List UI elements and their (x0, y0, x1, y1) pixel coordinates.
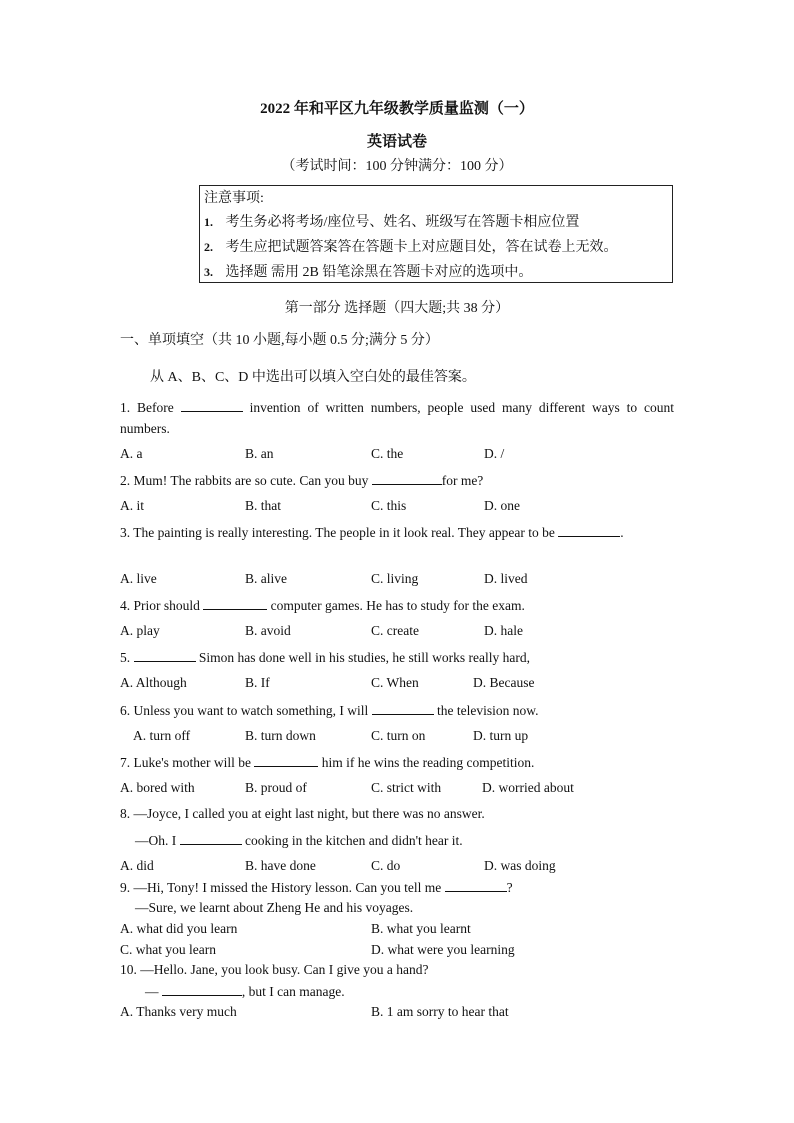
option-d: D. worried about (482, 780, 574, 795)
question-text: 5. (120, 650, 131, 665)
question-3 (120, 522, 674, 543)
option-a: A. live (120, 571, 157, 586)
question-text: , but I can manage. (241, 984, 345, 999)
option-b: B. an (245, 446, 274, 461)
option-c: C. strict with (371, 780, 442, 795)
question-9 (120, 879, 513, 896)
notice-heading: 注意事项: (204, 191, 264, 206)
option-c: C. turn on (371, 728, 426, 743)
option-d: D. was doing (484, 858, 556, 873)
notice-item-number: 2. (204, 240, 213, 254)
option-a: A. a (120, 446, 143, 461)
notice-item-text: 考生务必将考场/座位号、姓名、班级写在答题卡相应位置 (225, 215, 580, 230)
option-c: C. create (371, 623, 419, 638)
answer-blank (254, 754, 318, 767)
question-8-reply (135, 832, 463, 849)
question-text: 4. Prior should (120, 598, 200, 613)
question-text: 7. Luke's mother will be (120, 755, 252, 770)
option-b: B. alive (245, 571, 287, 586)
notice-item-number: 3. (204, 265, 213, 279)
option-d: D. what were you learning (371, 942, 515, 957)
option-a: A. Thanks very much (120, 1004, 237, 1019)
option-c: C. what you learn (120, 942, 216, 957)
option-c: C. this (371, 498, 407, 513)
option-d: D. Because (473, 675, 535, 690)
option-b: B. avoid (245, 623, 291, 638)
option-b: B. If (245, 675, 270, 690)
option-b: B. proud of (245, 780, 307, 795)
answer-blank (181, 399, 243, 412)
notice-item-number: 1. (204, 215, 213, 229)
question-1 (120, 397, 674, 439)
notice-item (204, 235, 668, 260)
question-text: 2. Mum! The rabbits are so cute. Can you buy (120, 473, 369, 488)
answer-blank (372, 702, 434, 715)
option-d: D. one (484, 498, 520, 513)
question-2 (120, 472, 483, 489)
notice-box (199, 185, 673, 283)
option-a: A. it (120, 498, 145, 513)
exam-title: 2022 年和平区九年级教学质量监测（一） (260, 101, 534, 117)
option-c: C. When (371, 675, 419, 690)
option-c: C. living (371, 571, 419, 586)
option-d: D. turn up (473, 728, 529, 743)
option-c: C. the (371, 446, 404, 461)
option-a: A. Although (120, 675, 187, 690)
question-text: 9. —Hi, Tony! I missed the History lesson. Can you tell me (120, 880, 442, 895)
question-text: cooking in the kitchen and didn't hear it. (245, 833, 463, 848)
question-7 (120, 754, 534, 771)
question-text: 1. Before (120, 400, 174, 415)
question-text: 6. Unless you want to watch something, I will (120, 703, 369, 718)
answer-blank (180, 832, 242, 845)
option-b: B. what you learnt (371, 921, 471, 936)
question-text: Simon has done well in his studies, he still works really hard, (198, 650, 530, 665)
question-text: — (145, 984, 159, 999)
section-title: 一、单项填空（共 10 小题,每小题 0.5 分;满分 5 分） (120, 333, 439, 348)
answer-blank (445, 879, 507, 892)
notice-item-text: 选择题 需用 2B 铅笔涂黑在答题卡对应的选项中。 (225, 265, 533, 280)
answer-blank (134, 649, 196, 662)
question-text: . (620, 525, 624, 540)
option-d: D. hale (484, 623, 523, 638)
instruction: 从 A、B、C、D 中选出可以填入空白处的最佳答案。 (150, 370, 476, 385)
question-5 (120, 649, 530, 666)
notice-item (204, 210, 668, 235)
question-text: 3. The painting is really interesting. The people in it look real. They appear to be (120, 525, 555, 540)
question-10: 10. —Hello. Jane, you look busy. Can I give you a hand? (120, 962, 429, 977)
option-b: B. 1 am sorry to hear that (371, 1004, 509, 1019)
option-b: B. that (245, 498, 281, 513)
option-a: A. what did you learn (120, 921, 238, 936)
option-d: D. / (484, 446, 505, 461)
option-a: A. bored with (120, 780, 195, 795)
answer-blank (558, 524, 620, 537)
answer-blank (372, 472, 442, 485)
option-b: B. have done (245, 858, 316, 873)
notice-item (204, 260, 668, 285)
option-a: A. turn off (133, 728, 191, 743)
option-c: C. do (371, 858, 401, 873)
question-9-reply: —Sure, we learnt about Zheng He and his voyages. (135, 900, 414, 915)
question-4 (120, 597, 525, 614)
question-text: ? (506, 880, 513, 895)
option-d: D. lived (484, 571, 528, 586)
answer-blank (162, 983, 242, 996)
option-b: B. turn down (245, 728, 316, 743)
exam-subject: 英语试卷 (366, 134, 427, 150)
question-6 (120, 702, 538, 719)
question-text: invention of written numbers, people used many different ways to count numbers. (120, 400, 675, 436)
exam-info: （考试时间：100 分钟满分：100 分） (281, 159, 513, 174)
question-text: —Oh. I (135, 833, 177, 848)
question-text: the television now. (436, 703, 539, 718)
part-title: 第一部分 选择题（四大题;共 38 分） (284, 301, 510, 316)
question-text: computer games. He has to study for the exam. (270, 598, 525, 613)
question-10-reply (145, 983, 345, 1000)
option-a: A. did (120, 858, 154, 873)
question-text: him if he wins the reading competition. (321, 755, 535, 770)
answer-blank (203, 597, 267, 610)
question-text: for me? (441, 473, 484, 488)
question-8: 8. —Joyce, I called you at eight last night, but there was no answer. (120, 806, 485, 821)
option-a: A. play (120, 623, 160, 638)
notice-item-text: 考生应把试题答案答在答题卡上对应题目处，答在试卷上无效。 (225, 240, 618, 255)
